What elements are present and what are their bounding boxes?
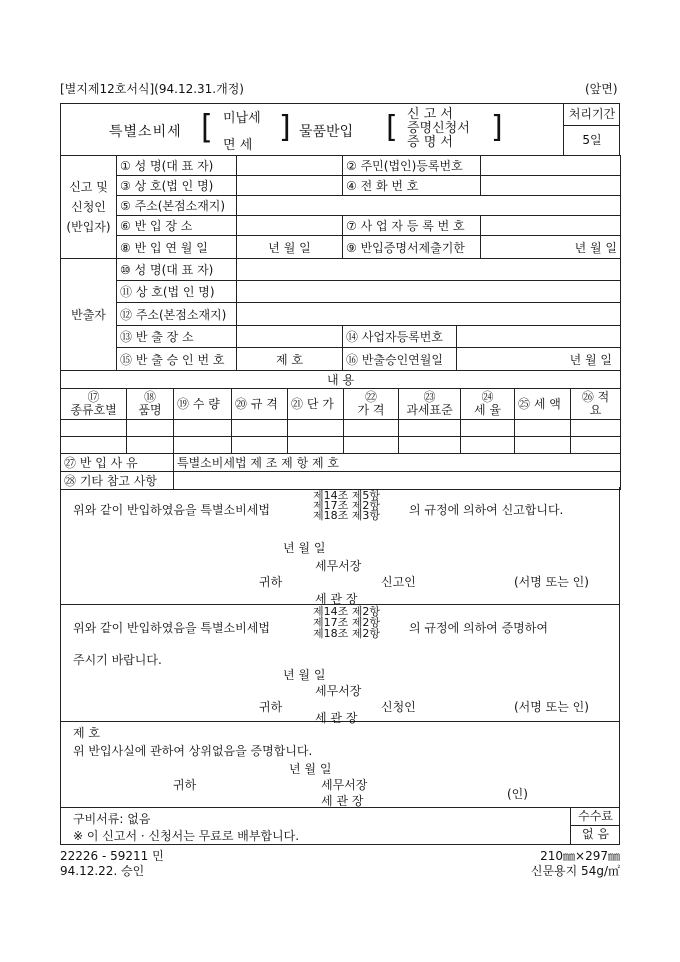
request-section: 위와 같이 반입하였음을 특별소비세법 제14조 제2항 제17조 제2항 제18조 제2항 의 규정에 의하여 증명하여 주시기 바랍니다. 년 월 일 세무서장 귀하 신청인 (서명 또는 인) 세 관 장 [60,605,620,722]
bracket-left: [ [201,108,213,147]
col-header-spec: ⑳ 규 격 [232,389,288,420]
content-title: 내 용 [61,371,621,389]
label-import-place: ⑥ 반 입 장 소 [117,216,237,236]
label-deadline: ⑨ 반입증명서제출기한 [343,236,481,259]
col-header-quantity: ⑲ 수 량 [174,389,232,420]
col-header-type: ⑰ 종류호별 [61,389,127,420]
label-name: ① 성 명(대 표 자) [117,156,237,176]
input-exp-place[interactable] [237,326,343,348]
importer-section-label: 신고 및 신청인 (반입자) [61,156,117,259]
input-company[interactable] [237,176,343,196]
title-option-unpaid: 미납세 [223,111,261,126]
input-address[interactable] [237,196,621,216]
col-header-item: ⑱ 품명 [127,389,174,420]
fee-label: 수수료 [571,808,620,826]
input-name[interactable] [237,156,343,176]
free-note: ※ 이 신고서 · 신청서는 무료로 배부합니다. [73,829,300,843]
input-import-date[interactable]: 년 월 일 [237,236,343,259]
bottom-section [60,808,620,845]
input-approval-no[interactable]: 제 호 [237,348,343,371]
label-approval-no: ⑮ 반 출 승 인 번 호 [117,348,237,371]
form-id: [별지제12호서식](94.12.31.개정) [60,82,244,96]
bracket-right: ] [279,110,291,145]
label-business-no: ⑦ 사 업 자 등 록 번 호 [343,216,481,236]
content-table [60,370,621,490]
col-header-price: ㉒ 가 격 [344,389,399,420]
input-phone[interactable] [481,176,621,196]
label-import-reason: ㉗ 반 입 사 유 [61,454,174,472]
required-docs: 구비서류: 없음 [73,812,151,826]
title-option-report: 신 고 서 [407,107,453,122]
input-import-reason[interactable]: 특별소비세법 제 조 제 항 제 호 [174,454,621,472]
title-middle: 물품반입 [299,124,354,140]
title-option-request: 증명신청서 [407,121,470,136]
declaration-section: 위와 같이 반입하였음을 특별소비세법 제14조 제5항 제17조 제2항 제18조 제3항 의 규정에 의하여 신고합니다. 년 월 일 세무서장 귀하 신고인 (서명 또는 인) 세 관 장 [60,487,620,605]
processing-period-label: 처리기간 [564,104,620,126]
bracket-right-2: ] [491,110,503,145]
page-side: (앞면) [585,82,618,96]
table-row [61,420,621,437]
bracket-left-2: [ [386,110,398,145]
label-company: ③ 상 호(법 인 명) [117,176,237,196]
fee-value: 없 음 [582,827,609,841]
label-phone: ④ 전 화 번 호 [343,176,481,196]
col-header-tax-base: ㉓ 과세표준 [399,389,461,420]
label-exp-name: ⑩ 성 명(대 표 자) [117,259,237,281]
label-exp-company: ⑪ 상 호(법 인 명) [117,281,237,303]
form-code: 22226 - 59211 민 [60,849,164,863]
title-option-exempt: 면 세 [223,138,253,153]
title-box [60,103,620,156]
input-business-no[interactable] [481,216,621,236]
input-exp-name[interactable] [237,259,621,281]
input-deadline[interactable]: 년 월 일 [481,236,621,259]
col-header-unit-price: ㉑ 단 가 [288,389,344,420]
label-approval-date: ⑯ 반출승인연월일 [343,348,457,371]
approval-date: 94.12.22. 승인 [60,864,145,878]
title-prefix: 특별소비세 [109,124,182,140]
processing-period-value: 5일 [582,133,602,147]
col-header-tax-rate: ㉔ 세 율 [461,389,515,420]
label-reg-no: ② 주민(법인)등록번호 [343,156,481,176]
certificate-section: 제 호 위 반입사실에 관하여 상위없음을 증명합니다. 년 월 일 귀하 세무서장 (인) 세 관 장 [60,722,620,808]
paper-size: 210㎜×297㎜ [540,849,620,863]
input-exp-company[interactable] [237,281,621,303]
col-header-remarks: ㉖ 적 요 [571,389,621,420]
title-option-certificate: 증 명 서 [407,135,453,150]
input-exp-address[interactable] [237,303,621,326]
input-reg-no[interactable] [481,156,621,176]
input-exp-business-no[interactable] [457,326,621,348]
input-approval-date[interactable]: 년 월 일 [457,348,621,371]
exporter-section-label: 반출자 [61,259,117,371]
label-address: ⑤ 주소(본점소재지) [117,196,237,216]
importer-table [60,155,621,259]
label-exp-business-no: ⑭ 사업자등록번호 [343,326,457,348]
label-exp-place: ⑬ 반 출 장 소 [117,326,237,348]
label-other-notes: ㉘ 기타 참고 사항 [61,472,174,490]
paper-type: 신문용지 54g/㎡ [530,864,620,878]
label-exp-address: ⑫ 주소(본점소재지) [117,303,237,326]
exporter-table [60,258,621,371]
col-header-tax-amount: ㉕ 세 액 [515,389,571,420]
input-import-place[interactable] [237,216,343,236]
table-row [61,437,621,454]
label-import-date: ⑧ 반 입 연 월 일 [117,236,237,259]
